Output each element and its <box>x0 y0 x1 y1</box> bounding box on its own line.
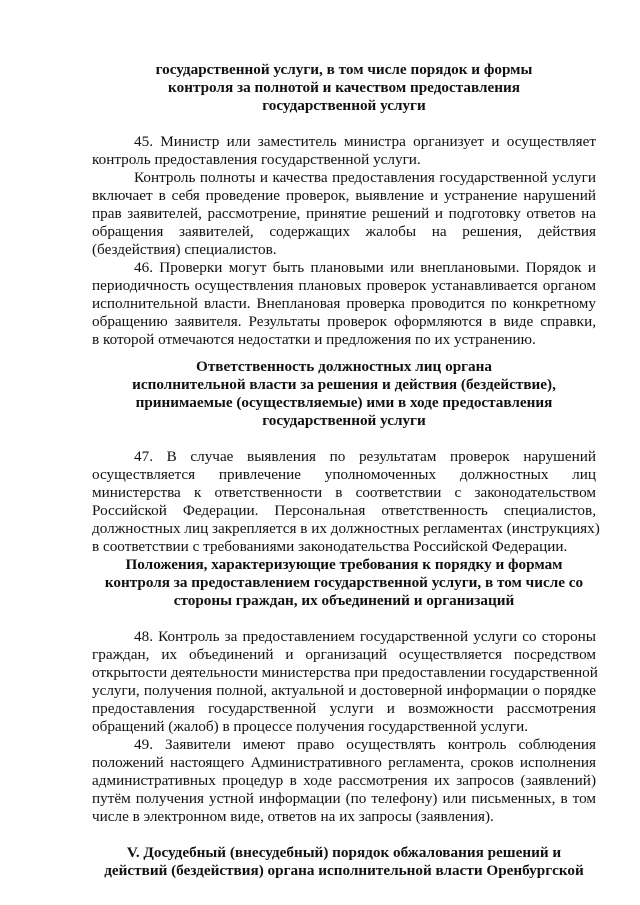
paragraph-48-line: 48. Контроль за предоставлением государственной услуги со стороны <box>134 628 596 645</box>
paragraph-45b-line: прав заявителей, рассмотрение, принятие решений и подготовку ответов на <box>92 205 596 222</box>
paragraph-49-line: положений настоящего Административного регламента, сроков исполнения <box>92 754 596 771</box>
paragraph-47-line: Российской Федерации. Персональная ответственность специалистов, <box>92 502 596 519</box>
paragraph-45b-line: Контроль полноты и качества предоставления государственной услуги <box>134 169 596 186</box>
paragraph-47-line: министерства к ответственности в соответствии с законодательством <box>92 484 596 501</box>
section-heading-line: государственной услуги <box>262 412 426 429</box>
paragraph-47-line: 47. В случае выявления по результатам проверок нарушений <box>134 448 596 465</box>
paragraph-46-line: 46. Проверки могут быть плановыми или внеплановыми. Порядок и <box>134 259 596 276</box>
section-heading-line: государственной услуги, в том числе порядок и формы <box>155 61 533 78</box>
paragraph-47-line: должностных лиц закрепляется в их должностных регламентах (инструкциях) <box>92 520 600 537</box>
paragraph-48-line: обращений (жалоб) в процессе получения государственной услуги. <box>92 718 528 735</box>
section-heading-line: Ответственность должностных лиц органа <box>196 358 492 375</box>
paragraph-46-line: обращению заявителя. Результаты проверок оформляются в виде справки, <box>92 313 596 330</box>
section-heading-line: действий (бездействия) органа исполнительной власти Оренбургской <box>104 862 584 879</box>
paragraph-48-line: предоставления государственной услуги и возможности рассмотрения <box>92 700 596 717</box>
paragraph-47-line: в соответствии с требованиями законодательства Российской Федерации. <box>92 538 568 555</box>
paragraph-49-line: 49. Заявители имеют право осуществлять контроль соблюдения <box>134 736 596 753</box>
paragraph-46-line: в которой отмечаются недостатки и предложения по их устранению. <box>92 331 536 348</box>
section-heading-line: Положения, характеризующие требования к порядку и формам <box>125 556 563 573</box>
paragraph-49-line: путём получения устной информации (по телефону) или письменных, в том <box>92 790 596 807</box>
paragraph-45-line: 45. Министр или заместитель министра организует и осуществляет <box>134 133 596 150</box>
section-heading-line: исполнительной власти за решения и действия (бездействие), <box>132 376 556 393</box>
section-heading-line: государственной услуги <box>262 97 426 114</box>
paragraph-49-line: числе в электронном виде, ответов на их запросы (заявления). <box>92 808 494 825</box>
section-heading-line: принимаемые (осуществляемые) ими в ходе предоставления <box>135 394 553 411</box>
paragraph-49-line: административных процедур в ходе рассмотрения их запросов (заявлений) <box>92 772 596 789</box>
paragraph-48-line: открытости деятельности министерства при предоставлении государственной <box>92 664 598 681</box>
paragraph-45b-line: обращения заявителей, содержащих жалобы на решения, действия <box>92 223 596 240</box>
section-heading-line: V. Досудебный (внесудебный) порядок обжалования решений и <box>126 844 562 861</box>
paragraph-45b-line: (бездействия) специалистов. <box>92 241 277 258</box>
section-heading-line: контроля за полнотой и качеством предоставления <box>168 79 520 96</box>
section-heading-line: контроля за предоставлением государственной услуги, в том числе со <box>104 574 584 591</box>
paragraph-46-line: исполнительной власти. Внеплановая проверка проводится по конкретному <box>92 295 596 312</box>
paragraph-48-line: услуги, получения полной, актуальной и достоверной информации о порядке <box>92 682 596 699</box>
paragraph-47-line: осуществляется привлечение уполномоченных должностных лиц <box>92 466 596 483</box>
paragraph-46-line: периодичность осуществления плановых проверок устанавливается органом <box>92 277 596 294</box>
paragraph-45-line: контроль предоставления государственной услуги. <box>92 151 421 168</box>
section-heading-line: стороны граждан, их объединений и организаций <box>173 592 515 609</box>
paragraph-45b-line: включает в себя проведение проверок, выявление и устранение нарушений <box>92 187 596 204</box>
paragraph-48-line: граждан, их объединений и организаций осуществляется посредством <box>92 646 596 663</box>
